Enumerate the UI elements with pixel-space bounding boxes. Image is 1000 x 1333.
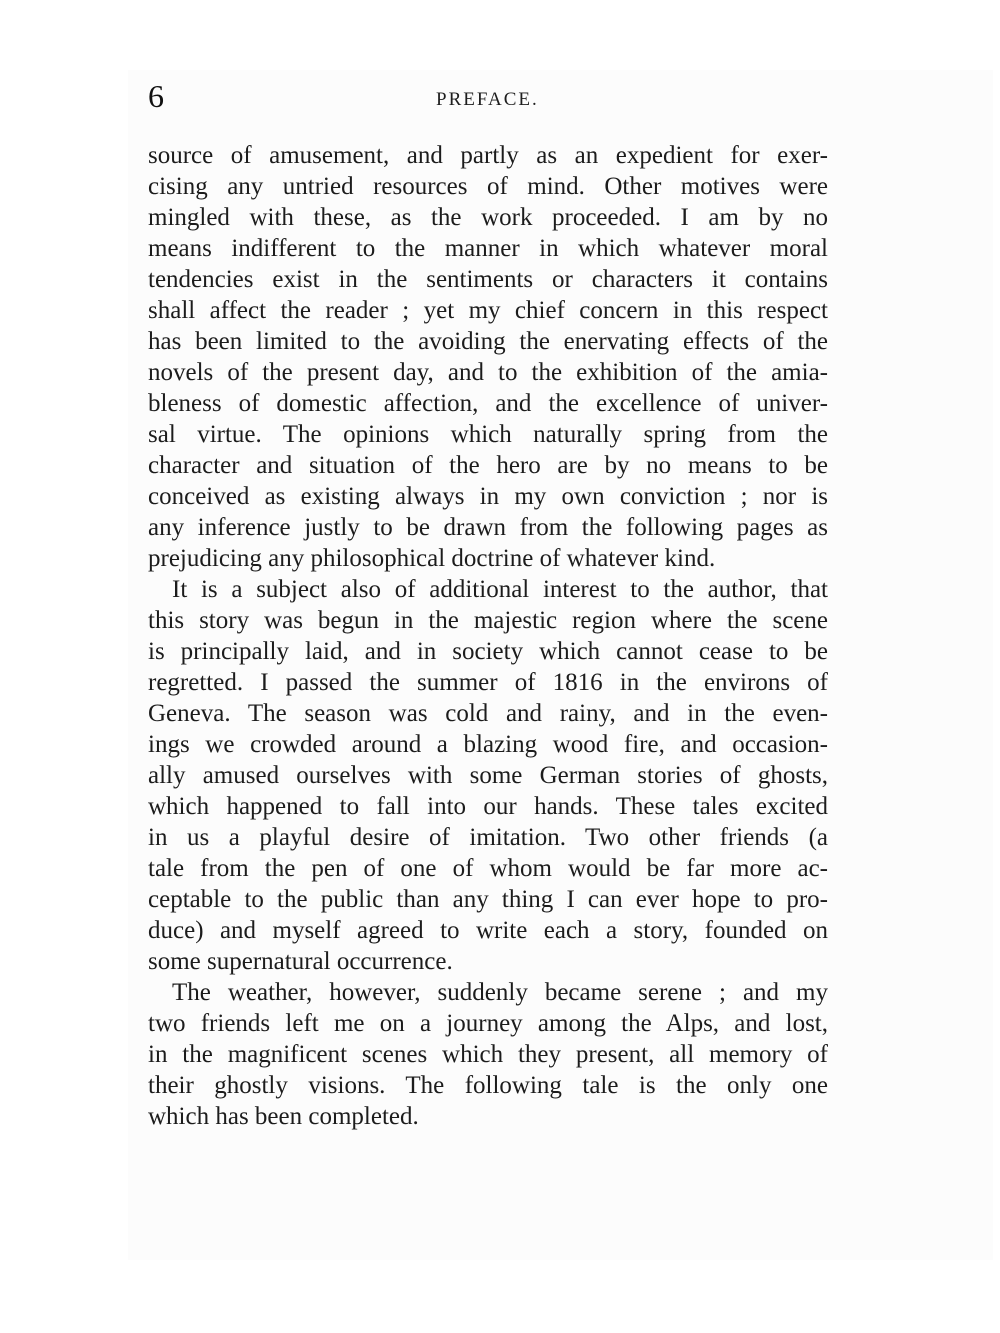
text-line: The weather, however, suddenly became serene ; and my (172, 979, 828, 1006)
text-line: in the magnificent scenes which they present, all memory of (148, 1041, 828, 1068)
text-line: is principally laid, and in society which cannot cease to be (148, 638, 828, 665)
text-line: their ghostly visions. The following tale is the only one (148, 1072, 828, 1099)
text-line: duce) and myself agreed to write each a story, founded on (148, 917, 828, 944)
text-line: It is a subject also of additional interest to the author, that (172, 576, 828, 603)
text-line: ally amused ourselves with some German stories of ghosts, (148, 762, 828, 789)
text-line: cising any untried resources of mind. Other motives were (148, 173, 828, 200)
text-line: in us a playful desire of imitation. Two other friends (a (148, 824, 828, 851)
text-line: bleness of domestic affection, and the excellence of univer- (148, 390, 828, 417)
text-line: tale from the pen of one of whom would be far more ac- (148, 855, 828, 882)
text-line: ings we crowded around a blazing wood fire, and occasion- (148, 731, 828, 758)
text-line: character and situation of the hero are by no means to be (148, 452, 828, 479)
text-line: which happened to fall into our hands. These tales excited (148, 793, 828, 820)
page-number: 6 (148, 78, 164, 114)
text-line: shall affect the reader ; yet my chief concern in this respect (148, 297, 828, 324)
text-line: this story was begun in the majestic region where the scene (148, 607, 828, 634)
text-line: which has been completed. (148, 1103, 419, 1130)
body-text (148, 140, 828, 1132)
text-line: tendencies exist in the sentiments or characters it contains (148, 266, 828, 293)
text-line: any inference justly to be drawn from the following pages as (148, 514, 828, 541)
text-line: prejudicing any philosophical doctrine of whatever kind. (148, 545, 716, 572)
text-line: sal virtue. The opinions which naturally spring from the (148, 421, 828, 448)
text-line: conceived as existing always in my own conviction ; nor is (148, 483, 828, 510)
text-line: some supernatural occurrence. (148, 948, 453, 975)
text-line: regretted. I passed the summer of 1816 in the environs of (148, 669, 828, 696)
text-line: has been limited to the avoiding the enervating effects of the (148, 328, 828, 355)
text-line: means indifferent to the manner in which whatever moral (148, 235, 828, 262)
text-line: ceptable to the public than any thing I can ever hope to pro- (148, 886, 828, 913)
text-line: source of amusement, and partly as an expedient for exer- (148, 142, 828, 169)
text-line: Geneva. The season was cold and rainy, and in the even- (148, 700, 828, 727)
text-line: mingled with these, as the work proceeded. I am by no (148, 204, 828, 231)
text-line: two friends left me on a journey among the Alps, and lost, (148, 1010, 828, 1037)
running-head: PREFACE. (436, 89, 539, 110)
text-line: novels of the present day, and to the exhibition of the amia- (148, 359, 828, 386)
